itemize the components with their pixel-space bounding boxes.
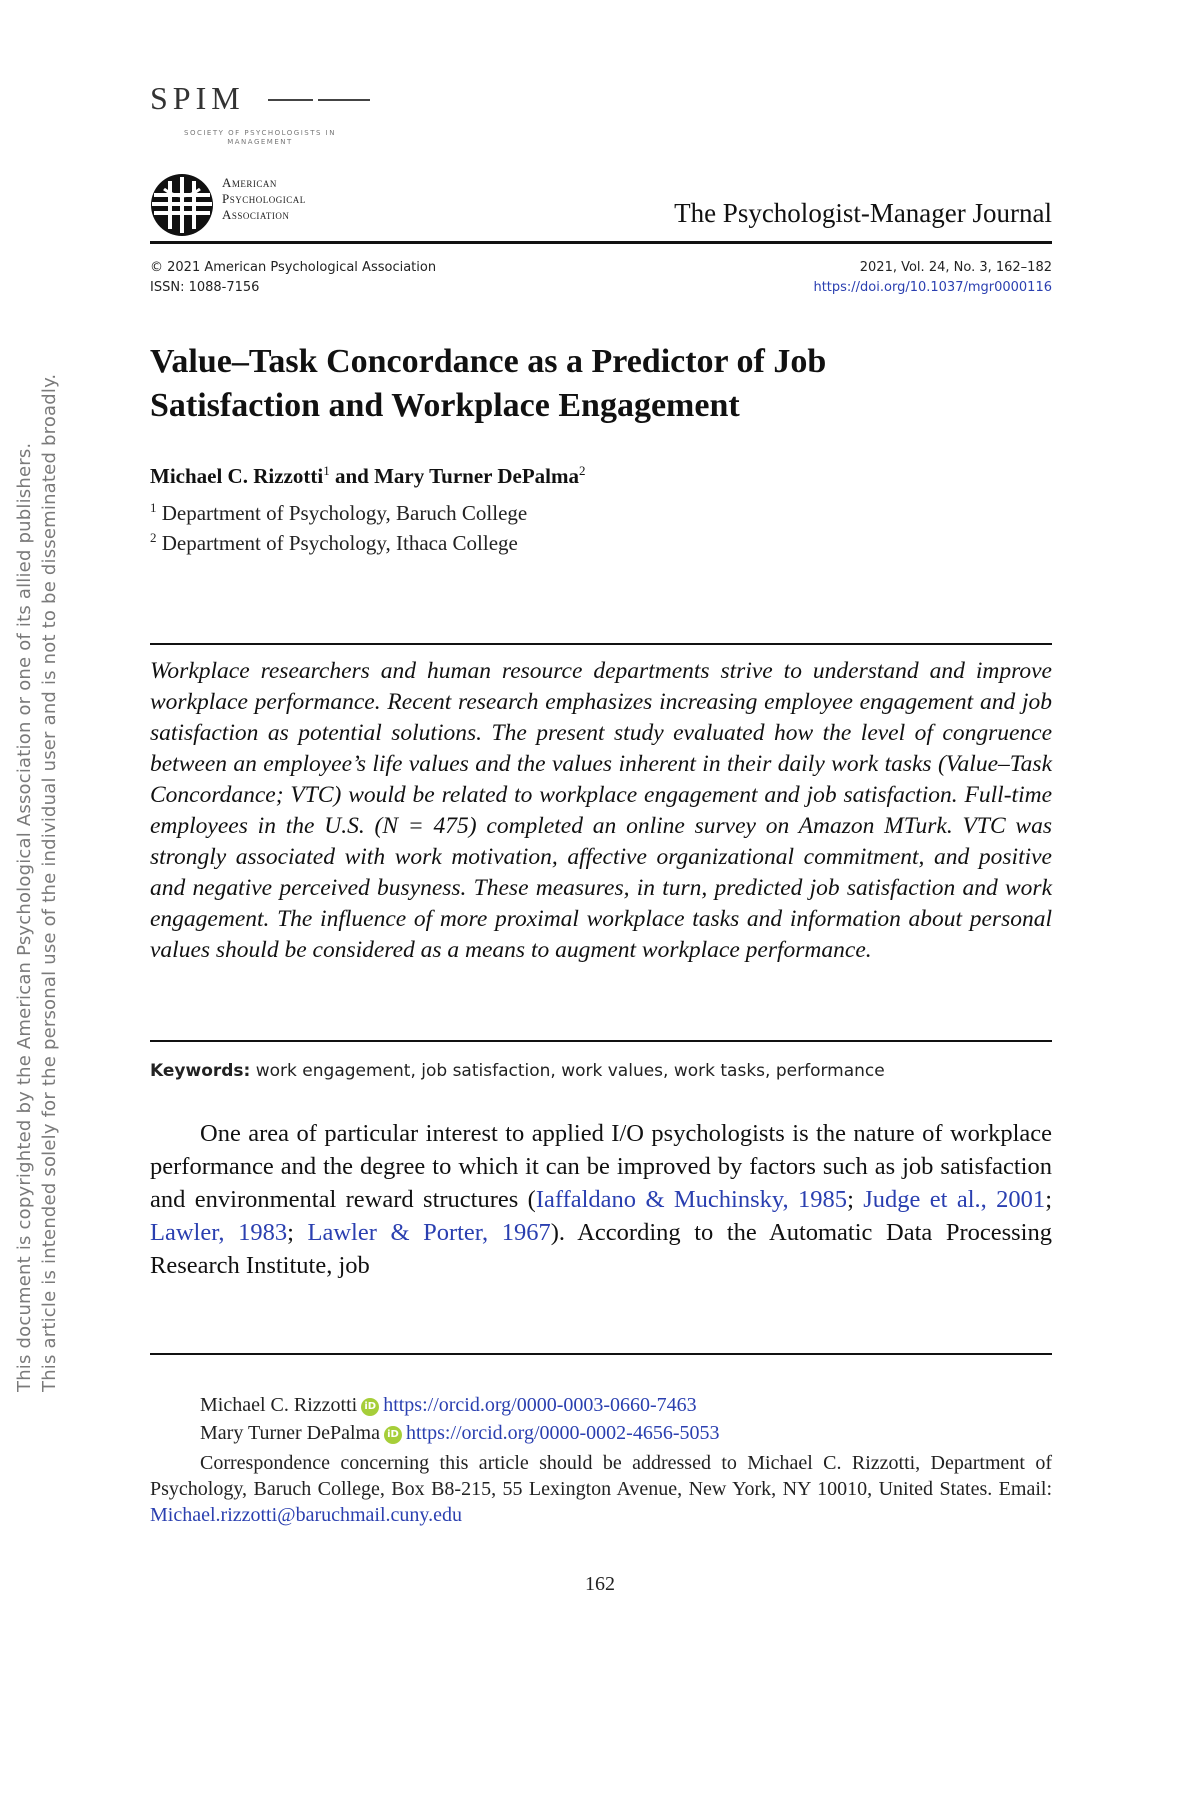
affiliation-1-text: Department of Psychology, Baruch College	[156, 501, 528, 525]
author-2-affil-marker: 2	[579, 463, 586, 478]
author-1-orcid-line	[200, 1392, 697, 1419]
issn-line: ISSN: 1088-7156	[150, 280, 260, 295]
affiliation-2	[150, 530, 518, 556]
article-title	[150, 340, 1050, 428]
doi-link[interactable]: https://doi.org/10.1037/mgr0000116	[813, 280, 1052, 295]
spim-logo-rule	[268, 99, 313, 101]
title-line-2: Satisfaction and Workplace Engagement	[150, 387, 740, 424]
author-line	[150, 463, 586, 489]
affiliation-1	[150, 500, 527, 526]
apa-name	[222, 175, 306, 223]
citation-separator: ;	[1045, 1186, 1052, 1213]
copyright-line: © 2021 American Psychological Association	[150, 260, 437, 275]
citation-judge[interactable]: Judge et al., 2001	[863, 1186, 1046, 1213]
author-1-orcid-link[interactable]: https://orcid.org/0000-0003-0660-7463	[383, 1394, 697, 1416]
affiliation-2-text: Department of Psychology, Ithaca College	[156, 531, 518, 555]
journal-name: The Psychologist-Manager Journal	[674, 198, 1052, 228]
publication-meta-left	[150, 258, 436, 298]
orcid-icon: iD	[361, 1398, 379, 1416]
side-notice-line-1: This document is copyrighted by the American Psychological Association or one of its allied publishers.	[14, 442, 35, 1392]
citation-separator: ;	[287, 1219, 308, 1246]
author-2-orcid-link[interactable]: https://orcid.org/0000-0002-4656-5053	[405, 1422, 720, 1444]
orcid-icon: iD	[384, 1426, 402, 1444]
spim-subtitle: SOCIETY OF PSYCHOLOGISTS IN MANAGEMENT	[184, 129, 336, 146]
affiliation-1-marker: 1	[150, 500, 157, 515]
spim-logo-rule	[318, 99, 370, 101]
author-conjunction: and	[329, 464, 375, 488]
affiliation-2-marker: 2	[150, 530, 157, 545]
footnote-rule	[150, 1353, 1052, 1355]
apa-line-1: American	[222, 175, 277, 190]
correspondence-note	[150, 1450, 1052, 1528]
citation-iaffaldano[interactable]: Iaffaldano & Muchinsky, 1985	[535, 1186, 848, 1213]
citation-lawler-1983[interactable]: Lawler, 1983	[150, 1219, 288, 1246]
spim-logo: SPIM	[150, 80, 245, 116]
apa-line-2: Psychological	[222, 191, 306, 206]
volume-info: 2021, Vol. 24, No. 3, 162–182	[859, 260, 1052, 275]
author-1-name: Michael C. Rizzotti	[150, 464, 324, 488]
keywords-label: Keywords:	[150, 1061, 251, 1081]
citation-separator: ;	[847, 1186, 864, 1213]
abstract-top-rule	[150, 643, 1052, 645]
title-line-1: Value–Task Concordance as a Predictor of Job	[150, 343, 827, 380]
body-text-part-1: One area of particular interest to applied I/O psychologists is the nature of workplace performance and the degree to which it can be improved by factors such as job satisfaction and environmental reward structures (	[150, 1120, 1052, 1213]
footnote-author-2: Mary Turner DePalma	[200, 1422, 380, 1444]
side-notice-line-2: This article is intended solely for the personal use of the individual user and is not to be disseminated broadly.	[39, 373, 60, 1392]
keywords	[150, 1061, 885, 1081]
abstract-bottom-rule	[150, 1040, 1052, 1042]
author-2-orcid-line	[200, 1420, 719, 1447]
correspondence-text: Correspondence concerning this article should be addressed to Michael C. Rizzotti, Department of Psychology, Baruch College, Box B8-215, 55 Lexington Avenue, New York, NY 10010, United States. Email:	[150, 1452, 1052, 1500]
body-paragraph	[150, 1117, 1052, 1282]
copyright-side-notice	[12, 373, 72, 1392]
apa-line-3: Association	[222, 207, 290, 222]
body-text-part-2: ). According to the Automatic Data Processing Research Institute, job	[150, 1219, 1052, 1279]
header-rule	[150, 241, 1052, 244]
footnote-author-1: Michael C. Rizzotti	[200, 1394, 358, 1416]
abstract-text: Workplace researchers and human resource departments strive to understand and improve workplace performance. Recent research emphasizes increasing employee engagement and job satisfaction as potential solutions. The present study evaluated how the level of congruence between an employee’s life values and the values inherent in their daily work tasks (Value–Task Concordance; VTC) would be related to workplace engagement and job satisfaction. Full-time employees in the U.S. (N = 475) completed an online survey on Amazon MTurk. VTC was strongly associated with work motivation, affective organizational commitment, and positive and negative perceived busyness. These measures, in turn, predicted job satisfaction and work engagement. The influence of more proximal workplace tasks and information about personal values should be considered as a means to augment workplace performance.	[150, 658, 1052, 963]
page-number: 162	[585, 1573, 615, 1595]
correspondence-email-link[interactable]: Michael.rizzotti@baruchmail.cuny.edu	[150, 1504, 463, 1526]
keywords-list: work engagement, job satisfaction, work values, work tasks, performance	[250, 1061, 885, 1081]
apa-logo-icon	[150, 173, 214, 237]
citation-lawler-porter[interactable]: Lawler & Porter, 1967	[307, 1219, 551, 1246]
author-2-name: Mary Turner DePalma	[374, 464, 579, 488]
publication-meta-right	[813, 258, 1052, 298]
author-1-affil-marker: 1	[323, 463, 330, 478]
